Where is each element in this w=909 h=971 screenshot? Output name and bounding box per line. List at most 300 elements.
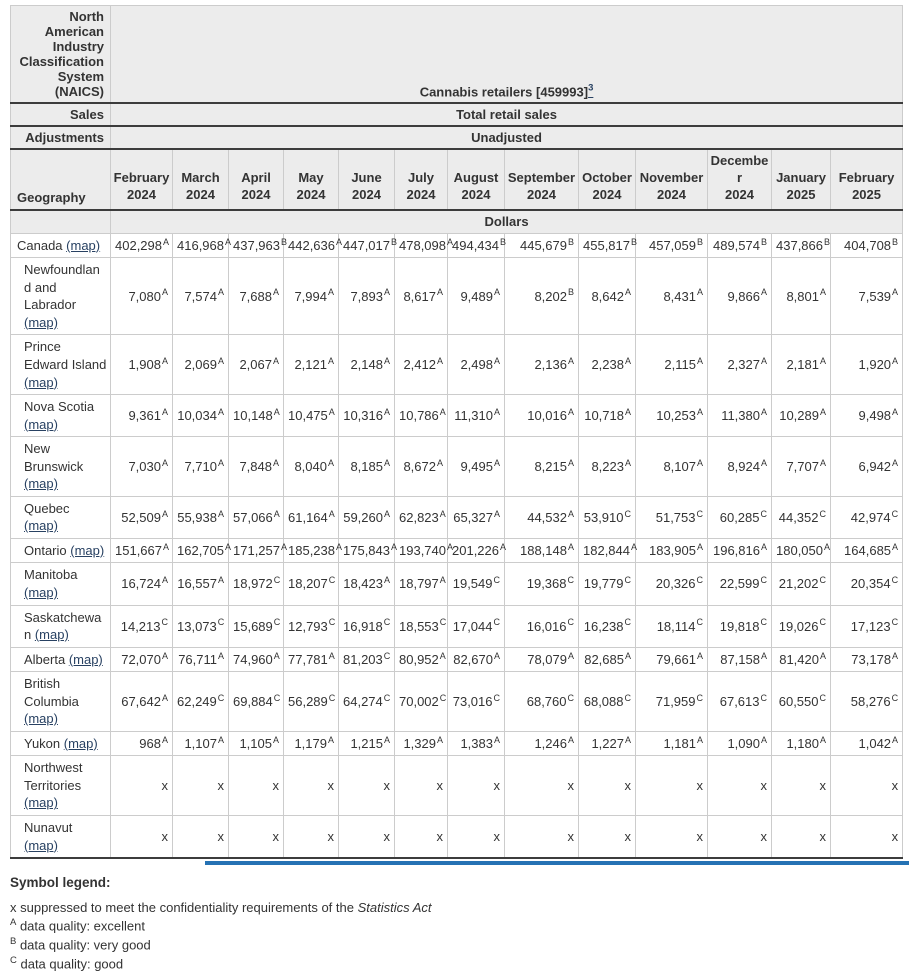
- quality-indicator: A: [436, 457, 443, 468]
- column-header-month: July 2024: [395, 149, 448, 210]
- value-cell: $73,016^C$: [448, 672, 505, 732]
- quality-indicator: A: [383, 575, 390, 586]
- quality-indicator: A: [217, 457, 224, 468]
- quality-indicator: C: [696, 617, 703, 628]
- value-cell: x: [831, 815, 903, 858]
- value-cell: $67,613^C$: [708, 672, 772, 732]
- value-cell: $10,148^A$: [229, 395, 284, 437]
- legend-item: $^B$ data quality: very good: [10, 936, 151, 953]
- quality-indicator: A: [273, 508, 280, 519]
- legend-item: x suppressed to meet the confidentiality requirements of the Statistics Act: [10, 900, 432, 916]
- quality-indicator: A: [819, 355, 826, 366]
- quality-indicator: A: [447, 236, 454, 247]
- quality-indicator: A: [436, 734, 443, 745]
- value-cell: x: [339, 815, 395, 858]
- geography-label: Saskatchewan (map): [11, 605, 111, 647]
- legend-symbol: B: [10, 936, 17, 948]
- value-cell: $68,088^C$: [579, 672, 636, 732]
- quality-indicator: A: [217, 508, 224, 519]
- value-cell: x: [579, 815, 636, 858]
- geography-label: New Brunswick (map): [11, 437, 111, 497]
- value-cell: $1,179^A$: [284, 731, 339, 756]
- quality-indicator: A: [272, 287, 279, 298]
- quality-indicator: A: [567, 355, 574, 366]
- quality-indicator: A: [383, 457, 390, 468]
- value-cell: $11,380^A$: [708, 395, 772, 437]
- value-cell: $57,066^A$: [229, 496, 284, 538]
- value-cell: x: [448, 815, 505, 858]
- value-cell: $16,238^C$: [579, 605, 636, 647]
- quality-indicator: C: [891, 617, 899, 628]
- value-cell: $437,866^B$: [772, 233, 831, 258]
- value-cell: $2,136^A$: [505, 335, 579, 395]
- quality-indicator: A: [760, 355, 767, 366]
- value-cell: $7,893^A$: [339, 258, 395, 335]
- value-cell: $2,069^A$: [173, 335, 229, 395]
- value-cell: $1,227^A$: [579, 731, 636, 756]
- quality-indicator: A: [327, 734, 334, 745]
- quality-indicator: C: [760, 617, 767, 628]
- value-cell: $51,753^C$: [636, 496, 708, 538]
- quality-indicator: A: [272, 457, 279, 468]
- geography-label: Northwest Territories (map): [11, 756, 111, 816]
- quality-indicator: A: [892, 541, 899, 552]
- quality-indicator: A: [696, 734, 703, 745]
- quality-indicator: A: [892, 355, 899, 366]
- value-cell: $18,797^A$: [395, 563, 448, 605]
- value-cell: $44,532^A$: [505, 496, 579, 538]
- quality-indicator: A: [696, 541, 703, 552]
- value-cell: $7,030^A$: [111, 437, 173, 497]
- map-link[interactable]: (map): [24, 837, 58, 853]
- quality-indicator: C: [760, 692, 767, 703]
- value-cell: $82,670^A$: [448, 647, 505, 672]
- value-cell: $1,180^A$: [772, 731, 831, 756]
- value-cell: $8,924^A$: [708, 437, 772, 497]
- quality-indicator: A: [161, 650, 168, 661]
- value-cell: $2,412^A$: [395, 335, 448, 395]
- value-cell: $73,178^A$: [831, 647, 903, 672]
- quality-indicator: A: [819, 406, 826, 417]
- value-cell: $10,016^A$: [505, 395, 579, 437]
- value-cell: $6,942^A$: [831, 437, 903, 497]
- geography-header: Geography: [11, 149, 111, 210]
- value-cell: $20,354^C$: [831, 563, 903, 605]
- value-cell: $77,781^A$: [284, 647, 339, 672]
- column-header-month: March 2024: [173, 149, 229, 210]
- table-row: [11, 815, 903, 858]
- value-cell: $18,423^A$: [339, 563, 395, 605]
- value-cell: $13,073^C$: [173, 605, 229, 647]
- value-cell: $60,550^C$: [772, 672, 831, 732]
- value-cell: $9,498^A$: [831, 395, 903, 437]
- value-cell: $82,685^A$: [579, 647, 636, 672]
- quality-indicator: A: [163, 236, 170, 247]
- quality-indicator: A: [567, 406, 574, 417]
- quality-indicator: A: [439, 406, 446, 417]
- quality-indicator: B: [281, 236, 288, 247]
- quality-indicator: A: [493, 355, 500, 366]
- value-cell: x: [772, 815, 831, 858]
- footnote-link[interactable]: [588, 84, 593, 99]
- quality-indicator: C: [696, 575, 703, 586]
- value-cell: $457,059^B$: [636, 233, 708, 258]
- value-cell: $52,509^A$: [111, 496, 173, 538]
- value-cell: $8,107^A$: [636, 437, 708, 497]
- column-header-month: February 2024: [111, 149, 173, 210]
- value-cell: $71,959^C$: [636, 672, 708, 732]
- value-cell: $2,067^A$: [229, 335, 284, 395]
- quality-indicator: A: [624, 406, 631, 417]
- quality-indicator: A: [493, 287, 500, 298]
- quality-indicator: A: [892, 406, 899, 417]
- geography-label: Yukon (map): [11, 731, 111, 756]
- value-cell: $7,539^A$: [831, 258, 903, 335]
- table-row: [11, 233, 903, 258]
- quality-indicator: A: [493, 406, 500, 417]
- adjustments-row: [11, 126, 903, 149]
- month-header-row: [11, 149, 903, 210]
- value-cell: $10,718^A$: [579, 395, 636, 437]
- quality-indicator: A: [696, 355, 703, 366]
- quality-indicator: A: [336, 236, 343, 247]
- quality-indicator: B: [696, 236, 703, 247]
- quality-indicator: C: [624, 508, 631, 519]
- geography-label: Canada (map): [11, 233, 111, 258]
- quality-indicator: C: [217, 617, 225, 628]
- quality-indicator: A: [281, 541, 288, 552]
- column-header-month: October 2024: [579, 149, 636, 210]
- quality-indicator: A: [493, 650, 500, 661]
- quality-indicator: C: [567, 692, 574, 703]
- quality-indicator: A: [819, 457, 826, 468]
- quality-indicator: A: [161, 575, 168, 586]
- value-cell: $81,203^C$: [339, 647, 395, 672]
- value-cell: $56,289^C$: [284, 672, 339, 732]
- value-cell: x: [111, 815, 173, 858]
- quality-indicator: A: [161, 355, 168, 366]
- value-cell: x: [708, 756, 772, 816]
- geography-label: Quebec (map): [11, 496, 111, 538]
- quality-indicator: C: [696, 508, 703, 519]
- value-cell: $19,549^C$: [448, 563, 505, 605]
- quality-indicator: A: [327, 355, 334, 366]
- quality-indicator: A: [493, 734, 500, 745]
- value-cell: x: [831, 756, 903, 816]
- value-cell: $2,121^A$: [284, 335, 339, 395]
- quality-indicator: C: [891, 508, 899, 519]
- quality-indicator: A: [696, 457, 703, 468]
- value-cell: x: [229, 815, 284, 858]
- quality-indicator: A: [493, 508, 500, 519]
- naics-value: Cannabis retailers [459993]: [419, 84, 589, 99]
- map-link[interactable]: (map): [66, 237, 101, 253]
- quality-indicator: C: [273, 692, 281, 703]
- legend-symbol: x: [10, 900, 17, 916]
- quality-indicator: C: [819, 617, 826, 628]
- value-cell: x: [339, 756, 395, 816]
- value-cell: $7,994^A$: [284, 258, 339, 335]
- map-link[interactable]: (map): [24, 416, 58, 432]
- quality-indicator: A: [217, 287, 224, 298]
- quality-indicator: A: [328, 508, 335, 519]
- quality-indicator: A: [217, 734, 224, 745]
- legend-italic-text: Statistics Act: [357, 900, 432, 916]
- value-cell: $164,685^A$: [831, 538, 903, 563]
- table-row: [11, 258, 903, 335]
- value-cell: $22,599^C$: [708, 563, 772, 605]
- quality-indicator: A: [161, 734, 168, 745]
- table-row: [11, 496, 903, 538]
- quality-indicator: A: [439, 650, 446, 661]
- quality-indicator: A: [824, 541, 831, 552]
- value-cell: $1,908^A$: [111, 335, 173, 395]
- value-cell: $182,844^A$: [579, 538, 636, 563]
- value-cell: $42,974^C$: [831, 496, 903, 538]
- value-cell: $19,818^C$: [708, 605, 772, 647]
- value-cell: $2,181^A$: [772, 335, 831, 395]
- footnote-number[interactable]: 3: [588, 82, 594, 94]
- value-cell: $171,257^A$: [229, 538, 284, 563]
- value-cell: $8,801^A$: [772, 258, 831, 335]
- quality-indicator: C: [328, 575, 336, 586]
- value-cell: $69,884^C$: [229, 672, 284, 732]
- value-cell: $162,705^A$: [173, 538, 229, 563]
- quality-indicator: A: [696, 287, 703, 298]
- quality-indicator: A: [217, 575, 224, 586]
- value-cell: $7,080^A$: [111, 258, 173, 335]
- sales-value: Total retail sales: [111, 103, 903, 126]
- quality-indicator: A: [696, 406, 703, 417]
- value-cell: $185,238^A$: [284, 538, 339, 563]
- map-link[interactable]: (map): [24, 584, 58, 600]
- value-cell: $175,843^A$: [339, 538, 395, 563]
- quality-indicator: C: [567, 617, 574, 628]
- quality-indicator: C: [891, 692, 899, 703]
- value-cell: $8,202^B$: [505, 258, 579, 335]
- quality-indicator: A: [819, 650, 826, 661]
- value-cell: $61,164^A$: [284, 496, 339, 538]
- quality-indicator: B: [391, 236, 398, 247]
- quality-indicator: A: [439, 508, 446, 519]
- quality-indicator: B: [631, 236, 638, 247]
- value-cell: $78,079^A$: [505, 647, 579, 672]
- value-cell: $55,938^A$: [173, 496, 229, 538]
- value-cell: $68,760^C$: [505, 672, 579, 732]
- value-cell: $1,107^A$: [173, 731, 229, 756]
- quality-indicator: B: [824, 236, 831, 247]
- map-link[interactable]: (map): [68, 651, 103, 667]
- symbol-legend: [10, 875, 903, 971]
- value-cell: $183,905^A$: [636, 538, 708, 563]
- value-cell: $968^A$: [111, 731, 173, 756]
- quality-indicator: A: [760, 650, 767, 661]
- geography-label: Alberta (map): [11, 647, 111, 672]
- legend-symbol: C: [10, 954, 17, 966]
- quality-indicator: A: [439, 575, 446, 586]
- value-cell: $8,215^A$: [505, 437, 579, 497]
- geography-label: British Columbia (map): [11, 672, 111, 732]
- column-header-month: April 2024: [229, 149, 284, 210]
- column-header-month: December 2024: [708, 149, 772, 210]
- unit-row: [11, 210, 903, 234]
- value-cell: $1,105^A$: [229, 731, 284, 756]
- quality-indicator: C: [273, 617, 281, 628]
- quality-indicator: A: [760, 457, 767, 468]
- quality-indicator: A: [391, 541, 398, 552]
- map-link[interactable]: (map): [24, 314, 58, 330]
- table-row: [11, 538, 903, 563]
- table-row: [11, 605, 903, 647]
- adjustments-label: Adjustments: [11, 126, 111, 149]
- quality-indicator: A: [161, 457, 168, 468]
- value-cell: $19,026^C$: [772, 605, 831, 647]
- quality-indicator: A: [567, 650, 574, 661]
- value-cell: x: [636, 756, 708, 816]
- quality-indicator: A: [567, 734, 574, 745]
- column-header-month: May 2024: [284, 149, 339, 210]
- value-cell: $1,042^A$: [831, 731, 903, 756]
- value-cell: $9,489^A$: [448, 258, 505, 335]
- quality-indicator: A: [217, 355, 224, 366]
- quality-indicator: A: [273, 650, 280, 661]
- value-cell: $74,960^A$: [229, 647, 284, 672]
- value-cell: $12,793^C$: [284, 605, 339, 647]
- value-cell: $18,114^C$: [636, 605, 708, 647]
- table-row: [11, 395, 903, 437]
- geography-label: Prince Edward Island (map): [11, 335, 111, 395]
- value-cell: $8,223^A$: [579, 437, 636, 497]
- value-cell: $478,098^A$: [395, 233, 448, 258]
- value-cell: $7,707^A$: [772, 437, 831, 497]
- quality-indicator: C: [624, 617, 631, 628]
- quality-indicator: B: [892, 236, 899, 247]
- quality-indicator: C: [696, 692, 703, 703]
- quality-indicator: C: [493, 617, 500, 628]
- table-row: [11, 731, 903, 756]
- value-cell: $80,952^A$: [395, 647, 448, 672]
- geography-label: Nunavut (map): [11, 815, 111, 858]
- value-cell: $16,557^A$: [173, 563, 229, 605]
- value-cell: x: [173, 815, 229, 858]
- value-cell: $489,574^B$: [708, 233, 772, 258]
- value-cell: $81,420^A$: [772, 647, 831, 672]
- quality-indicator: A: [819, 734, 826, 745]
- value-cell: $18,553^C$: [395, 605, 448, 647]
- value-cell: $17,044^C$: [448, 605, 505, 647]
- quality-indicator: A: [892, 650, 899, 661]
- value-cell: $151,667^A$: [111, 538, 173, 563]
- value-cell: $404,708^B$: [831, 233, 903, 258]
- value-cell: x: [579, 756, 636, 816]
- quality-indicator: A: [493, 457, 500, 468]
- value-cell: x: [505, 756, 579, 816]
- value-cell: x: [505, 815, 579, 858]
- quality-indicator: A: [328, 406, 335, 417]
- quality-indicator: C: [383, 617, 391, 628]
- value-cell: $76,711^A$: [173, 647, 229, 672]
- quality-indicator: A: [819, 287, 826, 298]
- value-cell: $193,740^A$: [395, 538, 448, 563]
- value-cell: $8,431^A$: [636, 258, 708, 335]
- quality-indicator: A: [760, 287, 767, 298]
- value-cell: x: [395, 815, 448, 858]
- map-link[interactable]: (map): [24, 711, 58, 727]
- value-cell: $65,327^A$: [448, 496, 505, 538]
- value-cell: $1,181^A$: [636, 731, 708, 756]
- quality-indicator: A: [567, 508, 574, 519]
- value-cell: $18,972^C$: [229, 563, 284, 605]
- quality-indicator: C: [328, 692, 336, 703]
- quality-indicator: A: [336, 541, 343, 552]
- value-cell: $9,866^A$: [708, 258, 772, 335]
- map-link[interactable]: (map): [24, 518, 58, 534]
- value-cell: $15,689^C$: [229, 605, 284, 647]
- quality-indicator: C: [161, 617, 168, 628]
- value-cell: $1,383^A$: [448, 731, 505, 756]
- value-cell: $494,434^B$: [448, 233, 505, 258]
- value-cell: $1,090^A$: [708, 731, 772, 756]
- quality-indicator: A: [161, 287, 168, 298]
- value-cell: $20,326^C$: [636, 563, 708, 605]
- map-link[interactable]: (map): [70, 542, 105, 558]
- map-link[interactable]: (map): [24, 476, 58, 492]
- quality-indicator: A: [436, 287, 443, 298]
- quality-indicator: A: [624, 287, 631, 298]
- geography-label: Manitoba (map): [11, 563, 111, 605]
- value-cell: $8,185^A$: [339, 437, 395, 497]
- quality-indicator: A: [383, 355, 390, 366]
- value-cell: x: [636, 815, 708, 858]
- value-cell: $447,017^B$: [339, 233, 395, 258]
- value-cell: $2,238^A$: [579, 335, 636, 395]
- quality-indicator: A: [436, 355, 443, 366]
- map-link[interactable]: (map): [34, 627, 69, 643]
- naics-value-cell: [111, 6, 903, 104]
- value-cell: $8,672^A$: [395, 437, 448, 497]
- quality-indicator: A: [273, 406, 280, 417]
- value-cell: $10,316^A$: [339, 395, 395, 437]
- value-cell: $437,963^B$: [229, 233, 284, 258]
- quality-indicator: C: [217, 692, 225, 703]
- map-link[interactable]: (map): [63, 735, 98, 751]
- map-link[interactable]: (map): [24, 374, 58, 390]
- quality-indicator: A: [624, 734, 631, 745]
- column-header-month: August 2024: [448, 149, 505, 210]
- value-cell: $79,661^A$: [636, 647, 708, 672]
- legend-symbol: A: [10, 917, 17, 929]
- value-cell: $87,158^A$: [708, 647, 772, 672]
- quality-indicator: C: [383, 650, 391, 661]
- map-link[interactable]: (map): [24, 795, 58, 811]
- value-cell: $196,816^A$: [708, 538, 772, 563]
- quality-indicator: A: [225, 541, 232, 552]
- value-cell: $21,202^C$: [772, 563, 831, 605]
- value-cell: x: [772, 756, 831, 816]
- value-cell: $7,710^A$: [173, 437, 229, 497]
- quality-indicator: A: [624, 355, 631, 366]
- quality-indicator: A: [272, 355, 279, 366]
- naics-row: [11, 6, 903, 104]
- sales-label: Sales: [11, 103, 111, 126]
- value-cell: $14,213^C$: [111, 605, 173, 647]
- quality-indicator: C: [760, 575, 767, 586]
- value-cell: $18,207^C$: [284, 563, 339, 605]
- quality-indicator: A: [327, 457, 334, 468]
- quality-indicator: C: [624, 575, 631, 586]
- quality-indicator: A: [892, 287, 899, 298]
- value-cell: $416,968^A$: [173, 233, 229, 258]
